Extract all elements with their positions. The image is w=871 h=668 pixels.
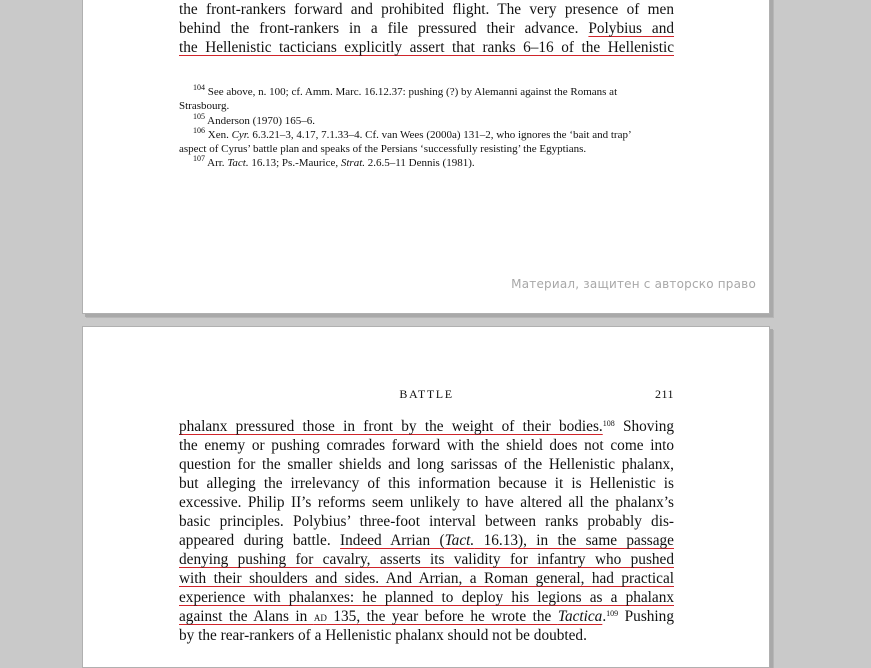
text-line: but alleging the irrelevancy of this information because it is Hellenistic is: [179, 475, 674, 492]
running-head-title: BATTLE: [399, 387, 454, 401]
document-page-upper: [82, 0, 770, 314]
text-line: by the rear-rankers of a Hellenistic phalanx should not be doubted.: [179, 627, 587, 644]
text-line: against the Alans in ad 135, the year before he wrote the Tactica.$^{109}$ Pushing: [179, 608, 674, 625]
footnotes: [179, 85, 674, 171]
footnote-105: $^{105}$ Anderson (1970) 165–6.: [193, 111, 315, 127]
text-line: [179, 38, 674, 57]
footnote-104-cont: Strasbourg.: [179, 100, 230, 113]
text-line: the enemy or pushing comrades forward with the shield does not come into: [179, 437, 674, 454]
document-page-lower: [82, 326, 770, 668]
footnote-107: $^{107}$ Arr. Tact. 16.13; Ps.-Maurice, Strat. 2.6.5–11 Dennis (1981).: [193, 154, 475, 170]
text-line: behind the front-rankers in a file pressured their advance. Polybius and: [179, 20, 675, 37]
text-line: experience with phalanxes: he planned to deploy his legions as a phalanx: [179, 589, 674, 606]
highlight-underline: Polybius and: [588, 20, 675, 37]
body-text-lower: [179, 417, 674, 645]
copyright-watermark: Материал, защитен с авторско право: [511, 277, 756, 291]
text-line: appeared during battle. Indeed Arrian (Tact. 16.13), in the same passage: [179, 532, 674, 549]
body-text-upper: [179, 0, 674, 57]
page-number: 211: [654, 387, 674, 401]
running-header: [179, 387, 674, 403]
footnote-104: $^{104}$ See above, n. 100; cf. Amm. Marc. 16.12.37: pushing (?) by Alemanni against the Romans at: [193, 83, 618, 98]
text-line: with their shoulders and sides. And Arrian, a Roman general, had practical: [179, 570, 674, 587]
text-line: phalanx pressured those in front by the weight of their bodies.$^{108}$ Shoving: [179, 418, 674, 435]
text-line: the front-rankers forward and prohibited flight. The very presence of men: [179, 1, 674, 18]
text-line: question for the smaller shields and long sarissas of the Hellenistic phalanx,: [179, 456, 674, 473]
text-line: basic principles. Polybius’ three-foot interval between ranks probably dis-: [179, 513, 674, 530]
text-line: excessive. Philip II’s reforms seem unlikely to have altered all the phalanx’s: [179, 494, 674, 511]
footnote-106-cont: aspect of Cyrus’ battle plan and speaks of the Persians ‘successfully resisting’ the Egyptians.: [179, 143, 587, 156]
text-line: denying pushing for cavalry, asserts its validity for infantry who pushed: [179, 551, 674, 568]
highlight-underline: the Hellenistic tacticians explicitly assert that ranks 6–16 of the Hellenistic: [179, 39, 674, 56]
footnote-106: $^{106}$ Xen. Cyr. 6.3.21–3, 4.17, 7.1.33–4. Cf. van Wees (2000a) 131–2, who ignores the ‘bait and trap’: [193, 125, 632, 141]
